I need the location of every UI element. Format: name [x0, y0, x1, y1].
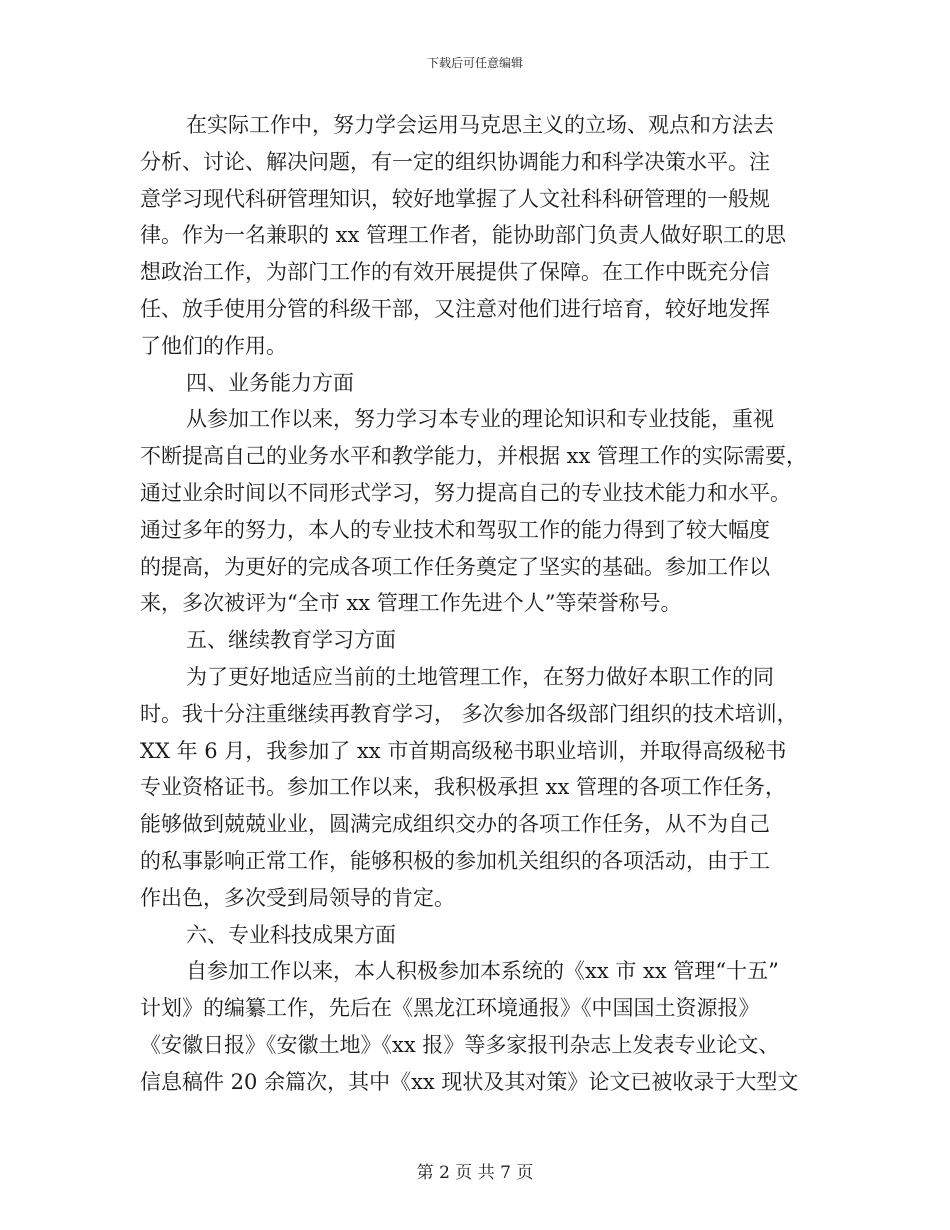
body-line: 了他们的作用。	[140, 333, 287, 358]
section-heading: 四、业务能力方面	[186, 370, 354, 395]
page-number: 第 2 页 共 7 页	[416, 1163, 534, 1183]
body-line: 的提高，为更好的完成各项工作任务奠定了坚实的基础。参加工作以	[140, 554, 770, 579]
body-line: 任、放手使用分管的科级干部，又注意对他们进行培育，较好地发挥	[140, 296, 770, 321]
body-line: 意学习现代科研管理知识，较好地掌握了人文社科科研管理的一般规	[140, 186, 770, 211]
section-heading: 五、继续教育学习方面	[186, 628, 396, 653]
body-line: 通过多年的努力，本人的专业技术和驾驭工作的能力得到了较大幅度	[140, 517, 770, 542]
body-line: 想政治工作，为部门工作的有效开展提供了保障。在工作中既充分信	[140, 260, 770, 285]
body-line: 来，多次被评为“全市 xx 管理工作先进个人”等荣誉称号。	[140, 591, 682, 616]
body-line: 时。我十分注重继续再教育学习， 多次参加各级部门组织的技术培训，	[140, 701, 798, 726]
body-line: 的私事影响正常工作，能够积极的参加机关组织的各项活动，由于工	[140, 848, 770, 873]
body-line: 在实际工作中，努力学会运用马克思主义的立场、观点和方法去	[186, 113, 774, 137]
body-line: 计划》的编纂工作，先后在《黑龙江环境通报》《中国国土资源报》	[140, 996, 760, 1021]
body-line: 从参加工作以来，努力学习本专业的理论知识和专业技能，重视	[186, 407, 774, 432]
body-line: 《安徽日报》《安徽土地》《xx 报》等多家报刊杂志上发表专业论文、	[140, 1032, 780, 1057]
body-line: 为了更好地适应当前的土地管理工作，在努力做好本职工作的同	[186, 664, 774, 689]
body-line: 作出色，多次受到局领导的肯定。	[140, 885, 455, 910]
body-line: 自参加工作以来，本人积极参加本系统的《xx 市 xx 管理“十五”	[186, 959, 779, 984]
body-line: 不断提高自己的业务水平和教学能力，并根据 xx 管理工作的实际需要，	[140, 444, 808, 469]
body-line: 律。作为一名兼职的 xx 管理工作者，能协助部门负责人做好职工的思	[140, 223, 787, 248]
body-line: 分析、讨论、解决问题，有一定的组织协调能力和科学决策水平。注	[140, 149, 770, 174]
body-line: 能够做到兢兢业业，圆满完成组织交办的各项工作任务，从不为自己	[140, 812, 770, 837]
body-line: 专业资格证书。参加工作以来，我积极承担 xx 管理的各项工作任务，	[140, 775, 787, 800]
page-header-note: 下载后可任意编辑	[426, 56, 523, 70]
document-body	[140, 107, 808, 1101]
body-line: XX 年 6 月，我参加了 xx 市首期高级秘书职业培训，并取得高级秘书	[140, 738, 787, 763]
section-heading: 六、专业科技成果方面	[186, 922, 396, 947]
body-line: 通过业余时间以不同形式学习，努力提高自己的专业技术能力和水平。	[140, 480, 791, 505]
body-line: 信息稿件 20 余篇次，其中《xx 现状及其对策》论文已被收录于大型文	[140, 1069, 799, 1094]
